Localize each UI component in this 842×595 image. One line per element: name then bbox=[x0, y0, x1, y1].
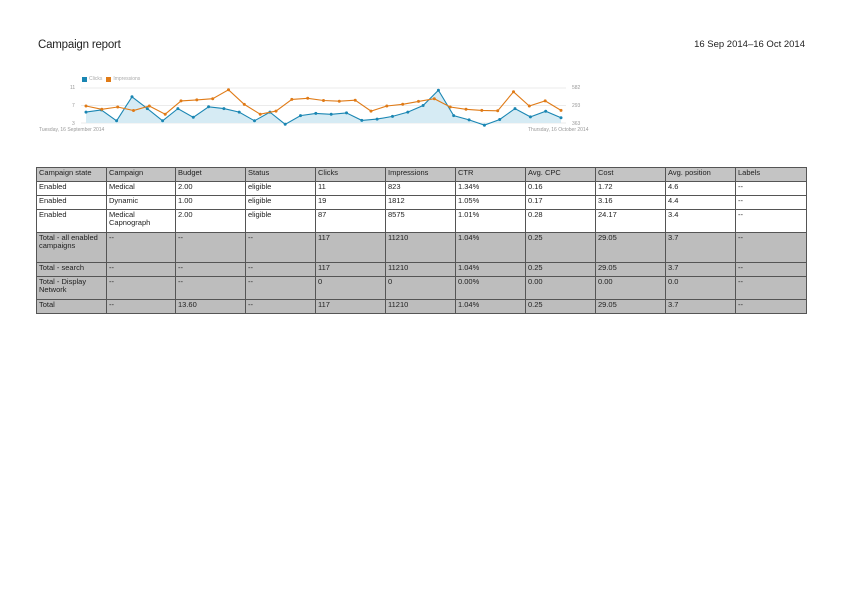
clicks-point bbox=[422, 104, 425, 107]
column-header[interactable]: Avg. position bbox=[666, 168, 736, 182]
table-cell: 13.60 bbox=[176, 300, 246, 314]
table-cell: 87 bbox=[316, 210, 386, 233]
table-cell: 19 bbox=[316, 196, 386, 210]
column-header[interactable]: Campaign bbox=[107, 168, 176, 182]
campaign-table bbox=[36, 167, 807, 314]
table-cell: 1.00 bbox=[176, 196, 246, 210]
table-cell-campaign[interactable]: Dynamic bbox=[107, 196, 176, 210]
table-cell: 117 bbox=[316, 233, 386, 263]
impressions-point bbox=[132, 109, 135, 112]
table-header-row bbox=[37, 168, 807, 182]
table-cell: -- bbox=[736, 300, 807, 314]
table-cell: Total bbox=[37, 300, 107, 314]
table-cell: 0.0 bbox=[666, 277, 736, 300]
table-cell: -- bbox=[246, 263, 316, 277]
table-cell: 11210 bbox=[386, 233, 456, 263]
table-cell: 3.7 bbox=[666, 300, 736, 314]
impressions-point bbox=[560, 109, 563, 112]
impressions-point bbox=[306, 97, 309, 100]
clicks-point bbox=[360, 119, 363, 122]
clicks-point bbox=[468, 118, 471, 121]
column-header[interactable]: Clicks bbox=[316, 168, 386, 182]
table-cell: 1.72 bbox=[596, 182, 666, 196]
table-cell: 4.6 bbox=[666, 182, 736, 196]
table-cell: -- bbox=[246, 277, 316, 300]
table-cell: -- bbox=[736, 196, 807, 210]
table-cell: 0.00% bbox=[456, 277, 526, 300]
table-cell-campaign[interactable]: Medical bbox=[107, 182, 176, 196]
x-axis-end-label: Thursday, 16 October 2014 bbox=[528, 127, 589, 133]
clicks-point bbox=[176, 107, 179, 110]
table-total-row bbox=[37, 263, 807, 277]
clicks-point bbox=[376, 118, 379, 121]
clicks-point bbox=[391, 115, 394, 118]
impressions-point bbox=[290, 98, 293, 101]
table-cell: 11 bbox=[316, 182, 386, 196]
clicks-point bbox=[330, 113, 333, 116]
impressions-point bbox=[164, 113, 167, 116]
table-cell: Enabled bbox=[37, 182, 107, 196]
clicks-point bbox=[314, 112, 317, 115]
left-axis-tick: 11 bbox=[70, 85, 76, 91]
table-cell: 1.01% bbox=[456, 210, 526, 233]
clicks-point bbox=[222, 107, 225, 110]
table-cell: 29.05 bbox=[596, 233, 666, 263]
table-cell: 1812 bbox=[386, 196, 456, 210]
impressions-point bbox=[275, 110, 278, 113]
impressions-point bbox=[417, 100, 420, 103]
table-total-row bbox=[37, 300, 807, 314]
impressions-point bbox=[449, 106, 452, 109]
impressions-point bbox=[322, 99, 325, 102]
clicks-point bbox=[437, 89, 440, 92]
clicks-point bbox=[299, 114, 302, 117]
clicks-point bbox=[514, 107, 517, 110]
table-cell: -- bbox=[736, 233, 807, 263]
table-cell: -- bbox=[736, 277, 807, 300]
table-cell: 0 bbox=[386, 277, 456, 300]
table-cell: 3.7 bbox=[666, 263, 736, 277]
table-total-row bbox=[37, 233, 807, 263]
table-cell: 1.04% bbox=[456, 300, 526, 314]
table-cell: -- bbox=[176, 277, 246, 300]
clicks-point bbox=[161, 119, 164, 122]
impressions-point bbox=[512, 90, 515, 93]
table-cell: 29.05 bbox=[596, 263, 666, 277]
column-header[interactable]: Campaign state bbox=[37, 168, 107, 182]
impressions-point bbox=[528, 105, 531, 108]
table-row bbox=[37, 182, 807, 196]
table-cell: 0.00 bbox=[526, 277, 596, 300]
table-cell: -- bbox=[736, 210, 807, 233]
impressions-point bbox=[385, 105, 388, 108]
impressions-point bbox=[116, 106, 119, 109]
impressions-point bbox=[465, 108, 468, 111]
clicks-point bbox=[238, 111, 241, 114]
impressions-point bbox=[338, 100, 341, 103]
clicks-point bbox=[560, 116, 563, 119]
chart-svg bbox=[36, 78, 596, 134]
column-header[interactable]: CTR bbox=[456, 168, 526, 182]
table-cell: -- bbox=[736, 263, 807, 277]
table-cell: 0.28 bbox=[526, 210, 596, 233]
table-cell: -- bbox=[246, 233, 316, 263]
impressions-point bbox=[544, 99, 547, 102]
legend-item-clicks[interactable] bbox=[82, 76, 102, 82]
table-cell: 8575 bbox=[386, 210, 456, 233]
legend-item-impressions[interactable] bbox=[106, 76, 140, 82]
table-cell: 117 bbox=[316, 300, 386, 314]
legend-swatch-clicks bbox=[82, 77, 87, 82]
table-cell: -- bbox=[246, 300, 316, 314]
table-cell: -- bbox=[107, 277, 176, 300]
table-cell: eligible bbox=[246, 196, 316, 210]
table-cell: -- bbox=[107, 263, 176, 277]
right-axis-tick: 363 bbox=[572, 121, 581, 127]
table-cell: 11210 bbox=[386, 300, 456, 314]
table-cell: 1.34% bbox=[456, 182, 526, 196]
table-cell: -- bbox=[736, 182, 807, 196]
performance-chart bbox=[36, 78, 596, 134]
impressions-point bbox=[370, 110, 373, 113]
table-cell: 0.17 bbox=[526, 196, 596, 210]
left-axis-tick: 3 bbox=[72, 121, 75, 127]
table-cell: Enabled bbox=[37, 210, 107, 233]
impressions-point bbox=[148, 105, 151, 108]
clicks-point bbox=[253, 119, 256, 122]
table-cell: 117 bbox=[316, 263, 386, 277]
table-cell: 4.4 bbox=[666, 196, 736, 210]
column-header[interactable]: Budget bbox=[176, 168, 246, 182]
clicks-point bbox=[115, 119, 118, 122]
clicks-area bbox=[86, 90, 561, 125]
clicks-point bbox=[207, 105, 210, 108]
impressions-point bbox=[227, 88, 230, 91]
column-header[interactable]: Status bbox=[246, 168, 316, 182]
impressions-point bbox=[211, 97, 214, 100]
impressions-point bbox=[85, 105, 88, 108]
table-cell: 3.16 bbox=[596, 196, 666, 210]
clicks-point bbox=[284, 123, 287, 126]
impressions-point bbox=[259, 113, 262, 116]
clicks-point bbox=[146, 107, 149, 110]
impressions-point bbox=[354, 99, 357, 102]
right-axis-tick: 582 bbox=[572, 85, 581, 91]
table-cell: 3.7 bbox=[666, 233, 736, 263]
table-cell: Total - Display Network bbox=[37, 277, 107, 300]
clicks-point bbox=[544, 110, 547, 113]
table-cell: 0.25 bbox=[526, 263, 596, 277]
table-cell: -- bbox=[107, 300, 176, 314]
table-cell: eligible bbox=[246, 182, 316, 196]
legend-label-impressions: Impressions bbox=[113, 76, 141, 82]
table-cell: Total - all enabled campaigns bbox=[37, 233, 107, 263]
left-axis-tick: 7 bbox=[72, 103, 75, 109]
table-cell: 3.4 bbox=[666, 210, 736, 233]
table-cell: 11210 bbox=[386, 263, 456, 277]
table-row bbox=[37, 210, 807, 233]
impressions-point bbox=[195, 98, 198, 101]
table-cell: eligible bbox=[246, 210, 316, 233]
chart-legend bbox=[82, 76, 142, 82]
legend-label-clicks: Clicks bbox=[89, 76, 103, 82]
column-header[interactable]: Impressions bbox=[386, 168, 456, 182]
table-cell: Total - search bbox=[37, 263, 107, 277]
table-cell: 0.00 bbox=[596, 277, 666, 300]
table-cell: -- bbox=[107, 233, 176, 263]
report-date-range: 16 Sep 2014–16 Oct 2014 bbox=[694, 39, 805, 50]
x-axis-start-label: Tuesday, 16 September 2014 bbox=[39, 127, 105, 133]
report-title: Campaign report bbox=[38, 39, 121, 51]
table-cell: 24.17 bbox=[596, 210, 666, 233]
table-cell: 0 bbox=[316, 277, 386, 300]
right-axis-tick: 293 bbox=[572, 103, 581, 109]
table-cell: 0.16 bbox=[526, 182, 596, 196]
impressions-point bbox=[401, 103, 404, 106]
table-cell-campaign[interactable]: Medical Capnograph bbox=[107, 210, 176, 233]
table-row bbox=[37, 196, 807, 210]
table-cell: 29.05 bbox=[596, 300, 666, 314]
table-cell: 0.25 bbox=[526, 300, 596, 314]
table-cell: 1.05% bbox=[456, 196, 526, 210]
impressions-point bbox=[180, 99, 183, 102]
table-cell: 2.00 bbox=[176, 182, 246, 196]
column-header[interactable]: Cost bbox=[596, 168, 666, 182]
impressions-point bbox=[433, 97, 436, 100]
table-cell: Enabled bbox=[37, 196, 107, 210]
clicks-point bbox=[85, 111, 88, 114]
clicks-point bbox=[452, 114, 455, 117]
table-cell: 2.00 bbox=[176, 210, 246, 233]
table-cell: 823 bbox=[386, 182, 456, 196]
impressions-point bbox=[100, 108, 103, 111]
table-cell: 1.04% bbox=[456, 263, 526, 277]
clicks-point bbox=[345, 111, 348, 114]
table-cell: 0.25 bbox=[526, 233, 596, 263]
table-total-row bbox=[37, 277, 807, 300]
clicks-point bbox=[131, 95, 134, 98]
clicks-point bbox=[529, 115, 532, 118]
impressions-point bbox=[480, 109, 483, 112]
table-cell: 1.04% bbox=[456, 233, 526, 263]
table-cell: -- bbox=[176, 233, 246, 263]
clicks-point bbox=[483, 124, 486, 127]
column-header[interactable]: Labels bbox=[736, 168, 807, 182]
impressions-point bbox=[496, 109, 499, 112]
clicks-point bbox=[406, 111, 409, 114]
clicks-point bbox=[192, 116, 195, 119]
legend-swatch-impressions bbox=[106, 77, 111, 82]
table-cell: -- bbox=[176, 263, 246, 277]
clicks-point bbox=[498, 118, 501, 121]
impressions-point bbox=[243, 103, 246, 106]
column-header[interactable]: Avg. CPC bbox=[526, 168, 596, 182]
